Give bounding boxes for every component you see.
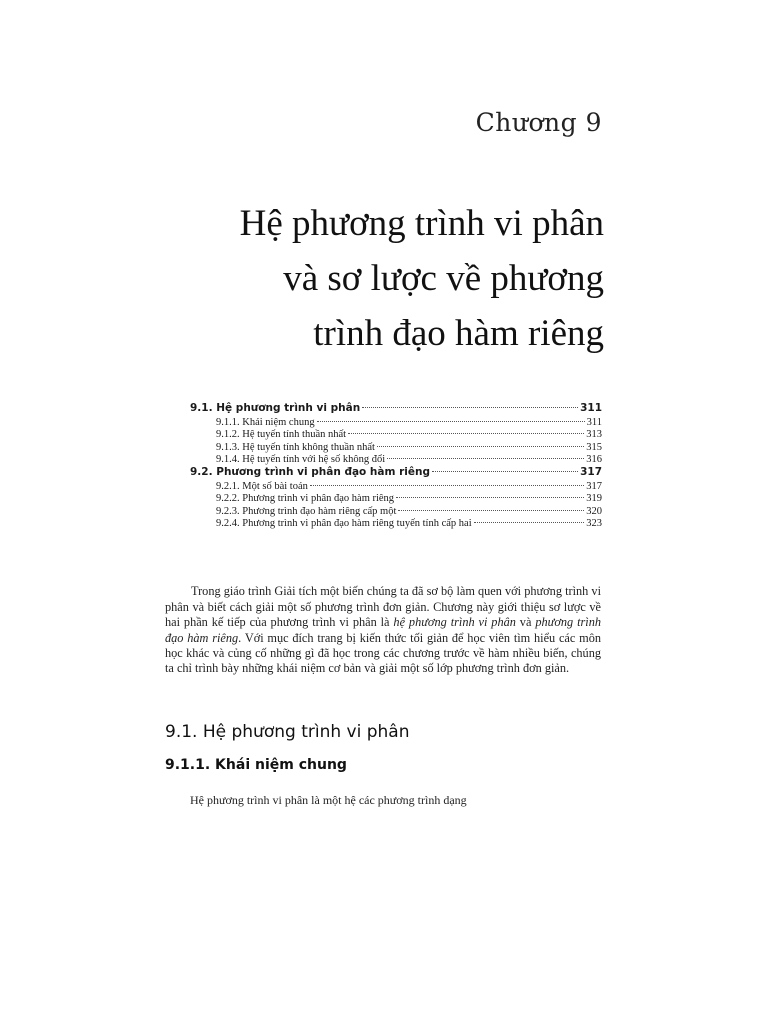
toc-section-entry[interactable] [190, 466, 602, 481]
toc-dot-leader [398, 510, 584, 511]
toc-entry-title: 9.1.2. Hệ tuyến tính thuần nhất [216, 429, 347, 441]
toc-page-number: 311 [580, 402, 602, 414]
toc-page-number: 319 [586, 493, 602, 505]
toc-subsection-entry[interactable] [190, 442, 602, 454]
intro-text: Trong giáo trình Giải tích một biến chúng ta đã sơ bộ làm quen với phương trình vi phân và biết cách giải một số phương trình đơn giản. Chương này giới thiệu sơ lược về hai phần kế tiếp của phương trình vi phân là [165, 584, 601, 630]
toc-page-number: 316 [586, 453, 602, 465]
toc-entry-title: 9.2.3. Phương trình đạo hàm riêng cấp một [216, 505, 397, 517]
intro-emphasis: phương trình đạo hàm riêng [165, 615, 602, 645]
toc-subsection-entry[interactable] [190, 454, 602, 466]
toc-dot-leader [432, 471, 578, 472]
toc-entry-title: 9.1.3. Hệ tuyến tính không thuần nhất [216, 441, 375, 453]
chapter-title [124, 196, 604, 361]
toc-page-number: 311 [586, 417, 602, 428]
intro-paragraph [165, 584, 601, 676]
toc-page-number: 317 [586, 481, 602, 493]
toc-entry-title: 9.1.4. Hệ tuyến tính với hệ số không đổi [216, 453, 386, 465]
section-heading: 9.1. Hệ phương trình vi phân [165, 722, 410, 742]
toc-subsection-entry[interactable] [190, 429, 602, 441]
toc-subsection-entry[interactable] [190, 481, 602, 493]
intro-text: . Với mục đích trang bị kiến thức tối giản để học viên tìm hiểu các môn học khác và củng cố những gì đã học trong các chương trước về hàm nhiều biến, chúng ta chỉ trình bày những khái niệm cơ bản và giải một số lớp phương trình đơn giản. [165, 630, 601, 676]
toc-page-number: 323 [586, 518, 602, 530]
toc-entry-title: 9.2. Phương trình vi phân đạo hàm riêng [190, 466, 430, 479]
toc-page-number: 313 [586, 429, 602, 441]
chapter-label: Chương 9 [475, 108, 602, 137]
table-of-contents [190, 402, 602, 530]
toc-entry-title: 9.2.2. Phương trình vi phân đạo hàm riêng [216, 493, 395, 505]
intro-emphasis: hệ phương trình vi phân [393, 615, 516, 630]
chapter-title-line: và sơ lược về phương [283, 258, 604, 299]
toc-dot-leader [474, 522, 585, 523]
toc-entry-title: 9.1. Hệ phương trình vi phân [190, 402, 361, 414]
toc-subsection-entry[interactable] [190, 506, 602, 518]
toc-dot-leader [362, 407, 578, 408]
toc-page-number: 320 [586, 505, 602, 517]
toc-subsection-entry[interactable] [190, 518, 602, 530]
toc-entry-title: 9.1.1. Khái niệm chung [216, 417, 315, 428]
toc-dot-leader [348, 433, 584, 434]
toc-entry-title: 9.2.4. Phương trình vi phân đạo hàm riêng tuyến tính cấp hai [216, 518, 472, 530]
chapter-title-line: Hệ phương trình vi phân [239, 203, 604, 244]
body-text: Hệ phương trình vi phân là một hệ các phương trình dạng [190, 793, 467, 807]
subsection-heading: 9.1.1. Khái niệm chung [165, 757, 347, 773]
toc-dot-leader [396, 497, 584, 498]
intro-text: và [515, 615, 536, 630]
chapter-title-line: trình đạo hàm riêng [313, 313, 604, 354]
toc-page-number: 317 [580, 466, 602, 479]
toc-dot-leader [310, 485, 584, 486]
toc-subsection-entry[interactable] [190, 493, 602, 505]
toc-subsection-entry[interactable] [190, 417, 602, 429]
toc-section-entry[interactable] [190, 402, 602, 417]
toc-entry-title: 9.2.1. Một số bài toán [216, 481, 308, 493]
toc-dot-leader [387, 458, 584, 459]
toc-page-number: 315 [586, 441, 602, 453]
toc-dot-leader [377, 446, 584, 447]
toc-dot-leader [317, 421, 585, 422]
